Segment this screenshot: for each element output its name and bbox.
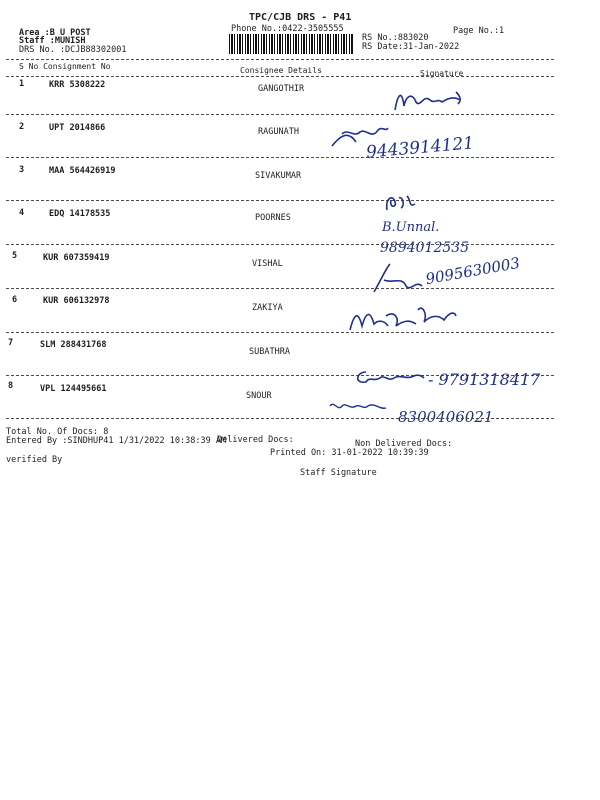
divider — [6, 114, 554, 115]
consignee-name: POORNES — [255, 213, 291, 223]
divider — [6, 200, 554, 201]
consignee-name: GANGOTHIR — [258, 84, 305, 94]
staff-label: Staff :MUNISH — [19, 36, 86, 46]
consignee-name: SNOUR — [246, 391, 272, 401]
handwritten-phone: 9894012535 — [380, 240, 470, 256]
divider — [6, 288, 554, 289]
staff-signature-label: Staff Signature — [300, 468, 377, 478]
col-header-signature: Signature — [420, 69, 464, 78]
consignment-number: SLM 288431768 — [40, 340, 107, 350]
consignee-name: ZAKIYA — [252, 303, 283, 313]
consignment-number: MAA 564426919 — [49, 166, 116, 176]
rs-date: RS Date:31-Jan-2022 — [362, 42, 460, 52]
row-sno: 1 — [19, 79, 25, 89]
row-sno: 4 — [19, 208, 25, 218]
total-docs: Total No. Of Docs: 8 — [6, 427, 109, 437]
signature-scribble — [352, 366, 426, 388]
printed-on: Printed On: 31-01-2022 10:39:39 — [270, 448, 429, 458]
document-title: TPC/CJB DRS - P41 — [249, 12, 352, 23]
row-sno: 6 — [12, 295, 18, 305]
handwritten-phone: 9443914121 — [365, 133, 475, 163]
consignment-number: KUR 606132978 — [43, 296, 110, 306]
consignment-number: KUR 607359419 — [43, 253, 110, 263]
row-sno: 5 — [12, 251, 18, 261]
divider — [6, 59, 554, 60]
page-number: Page No.:1 — [453, 26, 505, 36]
divider — [6, 244, 554, 245]
handwritten-phone: 9095630003 — [424, 253, 522, 289]
row-sno: 2 — [19, 122, 25, 132]
consignment-number: VPL 124495661 — [40, 384, 107, 394]
handwritten-phone: - 9791318417 — [428, 370, 541, 389]
row-sno: 8 — [8, 381, 14, 391]
entered-by: Entered By :SINDHUP41 1/31/2022 10:38:39 AM — [6, 436, 227, 446]
barcode-image — [229, 34, 354, 54]
consignee-name: RAGUNATH — [258, 127, 299, 137]
col-header-sno-consignment: S No Consignment No — [19, 62, 111, 71]
signature-scribble — [372, 262, 428, 296]
col-header-consignee: Consignee Details — [240, 66, 322, 75]
drs-number: DRS No. :DCJB88302001 — [19, 45, 127, 55]
consignment-number: KRR 5308222 — [49, 80, 106, 90]
consignee-name: VISHAL — [252, 259, 283, 269]
phone-number: Phone No.:0422-3505555 — [231, 24, 344, 34]
consignee-name: SIVAKUMAR — [255, 171, 302, 181]
row-sno: 7 — [8, 338, 14, 348]
handwritten-phone: 8300406021 — [398, 408, 494, 426]
divider — [6, 157, 554, 158]
verified-by: verified By — [6, 455, 63, 465]
signature-scribble — [328, 398, 392, 418]
divider — [6, 418, 554, 419]
row-sno: 3 — [19, 165, 25, 175]
divider — [6, 76, 554, 77]
signature-scribble — [383, 192, 423, 214]
consignee-name: SUBATHRA — [249, 347, 290, 357]
divider — [6, 332, 554, 333]
delivered-docs: Delivered Docs: — [217, 435, 294, 445]
consignment-number: EDQ 14178535 — [49, 209, 111, 219]
handwritten-name: B.Unnal. — [382, 220, 440, 235]
area-label: Area :B U POST — [19, 28, 91, 38]
consignment-number: UPT 2014866 — [49, 123, 106, 133]
non-delivered-docs: Non Delivered Docs: — [355, 439, 453, 449]
rs-number: RS No.:883020 — [362, 33, 429, 43]
